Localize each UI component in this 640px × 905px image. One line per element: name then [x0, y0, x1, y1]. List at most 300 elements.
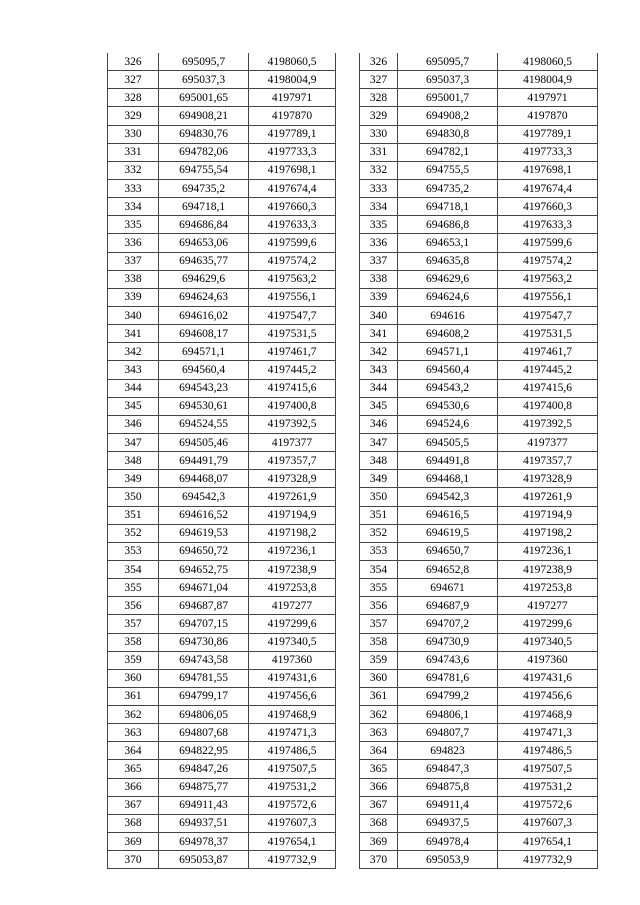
table-row	[360, 488, 598, 506]
x-coordinate-cell: 694823	[398, 742, 498, 760]
point-number-cell: 351	[360, 506, 398, 524]
point-number-cell: 370	[108, 851, 159, 869]
x-coordinate-cell: 694735,2	[398, 179, 498, 197]
table-row	[360, 306, 598, 324]
table-row	[360, 234, 598, 252]
y-coordinate-cell: 4197607,3	[498, 814, 598, 832]
x-coordinate-cell: 694560,4	[398, 361, 498, 379]
point-number-cell: 329	[108, 107, 159, 125]
point-number-cell: 349	[108, 470, 159, 488]
point-number-cell: 328	[108, 89, 159, 107]
point-number-cell: 359	[108, 651, 159, 669]
point-number-cell: 368	[360, 814, 398, 832]
x-coordinate-cell: 694743,58	[159, 651, 249, 669]
table-row	[360, 760, 598, 778]
table-row	[360, 706, 598, 724]
table-row	[360, 560, 598, 578]
point-number-cell: 356	[360, 597, 398, 615]
table-row	[360, 325, 598, 343]
point-number-cell: 347	[360, 433, 398, 451]
point-number-cell: 339	[108, 288, 159, 306]
point-number-cell: 361	[360, 687, 398, 705]
table-row	[108, 833, 336, 851]
y-coordinate-cell: 4197377	[249, 433, 336, 451]
y-coordinate-cell: 4197299,6	[498, 615, 598, 633]
table-row	[108, 669, 336, 687]
y-coordinate-cell: 4197340,5	[498, 633, 598, 651]
point-number-cell: 369	[108, 833, 159, 851]
point-number-cell: 366	[108, 778, 159, 796]
y-coordinate-cell: 4197468,9	[249, 706, 336, 724]
x-coordinate-cell: 694847,26	[159, 760, 249, 778]
x-coordinate-cell: 694908,2	[398, 107, 498, 125]
x-coordinate-cell: 694687,9	[398, 597, 498, 615]
point-number-cell: 358	[108, 633, 159, 651]
x-coordinate-cell: 694571,1	[159, 343, 249, 361]
x-coordinate-cell: 694781,55	[159, 669, 249, 687]
table-row	[360, 724, 598, 742]
y-coordinate-cell: 4198060,5	[249, 53, 336, 71]
x-coordinate-cell: 694650,7	[398, 542, 498, 560]
table-row	[360, 198, 598, 216]
point-number-cell: 353	[108, 542, 159, 560]
table-row	[360, 651, 598, 669]
point-number-cell: 364	[108, 742, 159, 760]
y-coordinate-cell: 4197556,1	[498, 288, 598, 306]
y-coordinate-cell: 4197599,6	[498, 234, 598, 252]
y-coordinate-cell: 4197400,8	[249, 397, 336, 415]
point-number-cell: 332	[108, 161, 159, 179]
y-coordinate-cell: 4197870	[498, 107, 598, 125]
table-row	[108, 706, 336, 724]
y-coordinate-cell: 4197733,3	[249, 143, 336, 161]
y-coordinate-cell: 4197563,2	[498, 270, 598, 288]
y-coordinate-cell: 4197415,6	[498, 379, 598, 397]
y-coordinate-cell: 4197253,8	[249, 579, 336, 597]
coordinates-table-right	[359, 53, 598, 869]
table-row	[360, 814, 598, 832]
table-row	[108, 53, 336, 71]
y-coordinate-cell: 4197971	[498, 89, 598, 107]
point-number-cell: 350	[108, 488, 159, 506]
y-coordinate-cell: 4197236,1	[249, 542, 336, 560]
point-number-cell: 344	[108, 379, 159, 397]
point-number-cell: 354	[360, 560, 398, 578]
table-row	[360, 161, 598, 179]
y-coordinate-cell: 4197328,9	[498, 470, 598, 488]
point-number-cell: 368	[108, 814, 159, 832]
x-coordinate-cell: 694707,15	[159, 615, 249, 633]
y-coordinate-cell: 4197486,5	[498, 742, 598, 760]
y-coordinate-cell: 4197531,5	[249, 325, 336, 343]
table-row	[360, 506, 598, 524]
table-row	[360, 615, 598, 633]
point-number-cell: 370	[360, 851, 398, 869]
x-coordinate-cell: 694616	[398, 306, 498, 324]
point-number-cell: 337	[108, 252, 159, 270]
x-coordinate-cell: 694730,86	[159, 633, 249, 651]
point-number-cell: 334	[108, 198, 159, 216]
x-coordinate-cell: 694806,1	[398, 706, 498, 724]
point-number-cell: 348	[360, 452, 398, 470]
point-number-cell: 362	[108, 706, 159, 724]
x-coordinate-cell: 694560,4	[159, 361, 249, 379]
y-coordinate-cell: 4197261,9	[498, 488, 598, 506]
x-coordinate-cell: 694718,1	[398, 198, 498, 216]
point-number-cell: 346	[108, 415, 159, 433]
x-coordinate-cell: 694807,7	[398, 724, 498, 742]
y-coordinate-cell: 4197431,6	[498, 669, 598, 687]
point-number-cell: 327	[108, 71, 159, 89]
table-row	[108, 216, 336, 234]
point-number-cell: 332	[360, 161, 398, 179]
y-coordinate-cell: 4197572,6	[498, 796, 598, 814]
y-coordinate-cell: 4197654,1	[249, 833, 336, 851]
x-coordinate-cell: 694730,9	[398, 633, 498, 651]
y-coordinate-cell: 4197299,6	[249, 615, 336, 633]
table-row	[108, 179, 336, 197]
table-row	[108, 415, 336, 433]
x-coordinate-cell: 694616,52	[159, 506, 249, 524]
table-row	[108, 470, 336, 488]
table-row	[108, 288, 336, 306]
table-body	[360, 53, 598, 869]
y-coordinate-cell: 4197574,2	[249, 252, 336, 270]
y-coordinate-cell: 4197572,6	[249, 796, 336, 814]
x-coordinate-cell: 694491,8	[398, 452, 498, 470]
y-coordinate-cell: 4197194,9	[498, 506, 598, 524]
y-coordinate-cell: 4197674,4	[249, 179, 336, 197]
point-number-cell: 346	[360, 415, 398, 433]
point-number-cell: 367	[360, 796, 398, 814]
x-coordinate-cell: 695053,87	[159, 851, 249, 869]
x-coordinate-cell: 694619,5	[398, 524, 498, 542]
point-number-cell: 343	[108, 361, 159, 379]
table-row	[360, 288, 598, 306]
point-number-cell: 351	[108, 506, 159, 524]
point-number-cell: 341	[360, 325, 398, 343]
point-number-cell: 343	[360, 361, 398, 379]
x-coordinate-cell: 694608,17	[159, 325, 249, 343]
x-coordinate-cell: 694707,2	[398, 615, 498, 633]
table-row	[360, 71, 598, 89]
x-coordinate-cell: 694735,2	[159, 179, 249, 197]
point-number-cell: 366	[360, 778, 398, 796]
table-row	[108, 325, 336, 343]
x-coordinate-cell: 695095,7	[159, 53, 249, 71]
point-number-cell: 326	[360, 53, 398, 71]
y-coordinate-cell: 4197238,9	[249, 560, 336, 578]
x-coordinate-cell: 695095,7	[398, 53, 498, 71]
y-coordinate-cell: 4197198,2	[249, 524, 336, 542]
y-coordinate-cell: 4197556,1	[249, 288, 336, 306]
x-coordinate-cell: 694635,77	[159, 252, 249, 270]
y-coordinate-cell: 4197531,2	[249, 778, 336, 796]
table-row	[360, 669, 598, 687]
table-row	[108, 724, 336, 742]
table-row	[360, 107, 598, 125]
y-coordinate-cell: 4197377	[498, 433, 598, 451]
point-number-cell: 329	[360, 107, 398, 125]
table-row	[108, 814, 336, 832]
point-number-cell: 369	[360, 833, 398, 851]
y-coordinate-cell: 4197357,7	[498, 452, 598, 470]
x-coordinate-cell: 694619,53	[159, 524, 249, 542]
point-number-cell: 360	[108, 669, 159, 687]
point-number-cell: 355	[360, 579, 398, 597]
point-number-cell: 342	[360, 343, 398, 361]
table-row	[108, 615, 336, 633]
x-coordinate-cell: 694743,6	[398, 651, 498, 669]
table-row	[108, 252, 336, 270]
y-coordinate-cell: 4197471,3	[249, 724, 336, 742]
y-coordinate-cell: 4197236,1	[498, 542, 598, 560]
table-row	[108, 651, 336, 669]
y-coordinate-cell: 4197531,5	[498, 325, 598, 343]
point-number-cell: 335	[360, 216, 398, 234]
table-row	[108, 633, 336, 651]
table-row	[108, 506, 336, 524]
point-number-cell: 333	[108, 179, 159, 197]
point-number-cell: 340	[108, 306, 159, 324]
table-row	[108, 143, 336, 161]
y-coordinate-cell: 4197547,7	[498, 306, 598, 324]
table-row	[360, 597, 598, 615]
point-number-cell: 344	[360, 379, 398, 397]
table-row	[108, 778, 336, 796]
y-coordinate-cell: 4197732,9	[498, 851, 598, 869]
x-coordinate-cell: 694782,1	[398, 143, 498, 161]
table-row	[108, 270, 336, 288]
x-coordinate-cell: 694650,72	[159, 542, 249, 560]
point-number-cell: 340	[360, 306, 398, 324]
x-coordinate-cell: 694937,51	[159, 814, 249, 832]
y-coordinate-cell: 4198060,5	[498, 53, 598, 71]
x-coordinate-cell: 694822,95	[159, 742, 249, 760]
table-row	[108, 796, 336, 814]
y-coordinate-cell: 4197431,6	[249, 669, 336, 687]
table-row	[108, 452, 336, 470]
point-number-cell: 345	[108, 397, 159, 415]
x-coordinate-cell: 694875,8	[398, 778, 498, 796]
table-row	[360, 524, 598, 542]
x-coordinate-cell: 694847,3	[398, 760, 498, 778]
table-row	[108, 306, 336, 324]
x-coordinate-cell: 694755,5	[398, 161, 498, 179]
table-row	[108, 234, 336, 252]
table-row	[108, 742, 336, 760]
table-row	[360, 778, 598, 796]
table-row	[108, 125, 336, 143]
point-number-cell: 360	[360, 669, 398, 687]
x-coordinate-cell: 694635,8	[398, 252, 498, 270]
y-coordinate-cell: 4197789,1	[249, 125, 336, 143]
point-number-cell: 339	[360, 288, 398, 306]
y-coordinate-cell: 4198004,9	[249, 71, 336, 89]
table-row	[360, 397, 598, 415]
x-coordinate-cell: 694652,75	[159, 560, 249, 578]
table-row	[108, 560, 336, 578]
point-number-cell: 326	[108, 53, 159, 71]
x-coordinate-cell: 694830,8	[398, 125, 498, 143]
x-coordinate-cell: 694629,6	[398, 270, 498, 288]
point-number-cell: 333	[360, 179, 398, 197]
point-number-cell: 358	[360, 633, 398, 651]
table-row	[360, 343, 598, 361]
point-number-cell: 356	[108, 597, 159, 615]
y-coordinate-cell: 4197445,2	[498, 361, 598, 379]
x-coordinate-cell: 694799,17	[159, 687, 249, 705]
x-coordinate-cell: 694807,68	[159, 724, 249, 742]
y-coordinate-cell: 4197456,6	[498, 687, 598, 705]
point-number-cell: 355	[108, 579, 159, 597]
y-coordinate-cell: 4197674,4	[498, 179, 598, 197]
table-row	[360, 216, 598, 234]
x-coordinate-cell: 694652,8	[398, 560, 498, 578]
x-coordinate-cell: 694911,4	[398, 796, 498, 814]
x-coordinate-cell: 694543,2	[398, 379, 498, 397]
y-coordinate-cell: 4197507,5	[498, 760, 598, 778]
x-coordinate-cell: 695037,3	[159, 71, 249, 89]
x-coordinate-cell: 694937,5	[398, 814, 498, 832]
y-coordinate-cell: 4197277	[249, 597, 336, 615]
x-coordinate-cell: 694671	[398, 579, 498, 597]
x-coordinate-cell: 694468,1	[398, 470, 498, 488]
point-number-cell: 337	[360, 252, 398, 270]
x-coordinate-cell: 694653,1	[398, 234, 498, 252]
table-body	[108, 53, 336, 869]
table-row	[360, 833, 598, 851]
y-coordinate-cell: 4197461,7	[249, 343, 336, 361]
x-coordinate-cell: 695037,3	[398, 71, 498, 89]
table-row	[108, 161, 336, 179]
x-coordinate-cell: 694505,46	[159, 433, 249, 451]
table-row	[108, 71, 336, 89]
x-coordinate-cell: 694616,5	[398, 506, 498, 524]
x-coordinate-cell: 695001,7	[398, 89, 498, 107]
y-coordinate-cell: 4198004,9	[498, 71, 598, 89]
table-row	[360, 143, 598, 161]
y-coordinate-cell: 4197456,6	[249, 687, 336, 705]
y-coordinate-cell: 4197870	[249, 107, 336, 125]
table-row	[360, 579, 598, 597]
x-coordinate-cell: 694686,8	[398, 216, 498, 234]
point-number-cell: 331	[360, 143, 398, 161]
x-coordinate-cell: 694468,07	[159, 470, 249, 488]
y-coordinate-cell: 4197360	[249, 651, 336, 669]
y-coordinate-cell: 4197531,2	[498, 778, 598, 796]
point-number-cell: 349	[360, 470, 398, 488]
point-number-cell: 335	[108, 216, 159, 234]
point-number-cell: 362	[360, 706, 398, 724]
table-row	[360, 633, 598, 651]
x-coordinate-cell: 694875,77	[159, 778, 249, 796]
y-coordinate-cell: 4197971	[249, 89, 336, 107]
y-coordinate-cell: 4197277	[498, 597, 598, 615]
y-coordinate-cell: 4197507,5	[249, 760, 336, 778]
point-number-cell: 357	[360, 615, 398, 633]
table-row	[108, 433, 336, 451]
x-coordinate-cell: 694530,61	[159, 397, 249, 415]
x-coordinate-cell: 694782,06	[159, 143, 249, 161]
x-coordinate-cell: 694978,37	[159, 833, 249, 851]
x-coordinate-cell: 694543,23	[159, 379, 249, 397]
table-row	[360, 742, 598, 760]
point-number-cell: 347	[108, 433, 159, 451]
y-coordinate-cell: 4197198,2	[498, 524, 598, 542]
point-number-cell: 338	[360, 270, 398, 288]
x-coordinate-cell: 694687,87	[159, 597, 249, 615]
y-coordinate-cell: 4197654,1	[498, 833, 598, 851]
y-coordinate-cell: 4197486,5	[249, 742, 336, 760]
table-row	[108, 597, 336, 615]
table-row	[108, 760, 336, 778]
y-coordinate-cell: 4197698,1	[249, 161, 336, 179]
table-row	[108, 379, 336, 397]
y-coordinate-cell: 4197357,7	[249, 452, 336, 470]
table-row	[360, 470, 598, 488]
x-coordinate-cell: 694806,05	[159, 706, 249, 724]
table-row	[108, 89, 336, 107]
point-number-cell: 345	[360, 397, 398, 415]
table-row	[108, 851, 336, 869]
table-row	[108, 579, 336, 597]
y-coordinate-cell: 4197660,3	[498, 198, 598, 216]
x-coordinate-cell: 694718,1	[159, 198, 249, 216]
x-coordinate-cell: 694830,76	[159, 125, 249, 143]
point-number-cell: 365	[108, 760, 159, 778]
table-row	[108, 687, 336, 705]
point-number-cell: 338	[108, 270, 159, 288]
table-row	[108, 524, 336, 542]
table-row	[360, 851, 598, 869]
x-coordinate-cell: 694491,79	[159, 452, 249, 470]
point-number-cell: 352	[360, 524, 398, 542]
table-row	[360, 542, 598, 560]
table-row	[360, 796, 598, 814]
table-row	[360, 361, 598, 379]
y-coordinate-cell: 4197415,6	[249, 379, 336, 397]
table-row	[360, 252, 598, 270]
x-coordinate-cell: 694908,21	[159, 107, 249, 125]
y-coordinate-cell: 4197360	[498, 651, 598, 669]
point-number-cell: 364	[360, 742, 398, 760]
table-row	[108, 343, 336, 361]
y-coordinate-cell: 4197599,6	[249, 234, 336, 252]
y-coordinate-cell: 4197392,5	[498, 415, 598, 433]
y-coordinate-cell: 4197445,2	[249, 361, 336, 379]
table-row	[360, 125, 598, 143]
y-coordinate-cell: 4197732,9	[249, 851, 336, 869]
point-number-cell: 365	[360, 760, 398, 778]
x-coordinate-cell: 694799,2	[398, 687, 498, 705]
y-coordinate-cell: 4197471,3	[498, 724, 598, 742]
x-coordinate-cell: 694755,54	[159, 161, 249, 179]
x-coordinate-cell: 694978,4	[398, 833, 498, 851]
y-coordinate-cell: 4197633,3	[249, 216, 336, 234]
y-coordinate-cell: 4197261,9	[249, 488, 336, 506]
point-number-cell: 341	[108, 325, 159, 343]
point-number-cell: 352	[108, 524, 159, 542]
x-coordinate-cell: 694686,84	[159, 216, 249, 234]
point-number-cell: 331	[108, 143, 159, 161]
table-row	[360, 687, 598, 705]
point-number-cell: 327	[360, 71, 398, 89]
table-row	[360, 270, 598, 288]
table-row	[108, 397, 336, 415]
table-row	[108, 361, 336, 379]
x-coordinate-cell: 695053,9	[398, 851, 498, 869]
